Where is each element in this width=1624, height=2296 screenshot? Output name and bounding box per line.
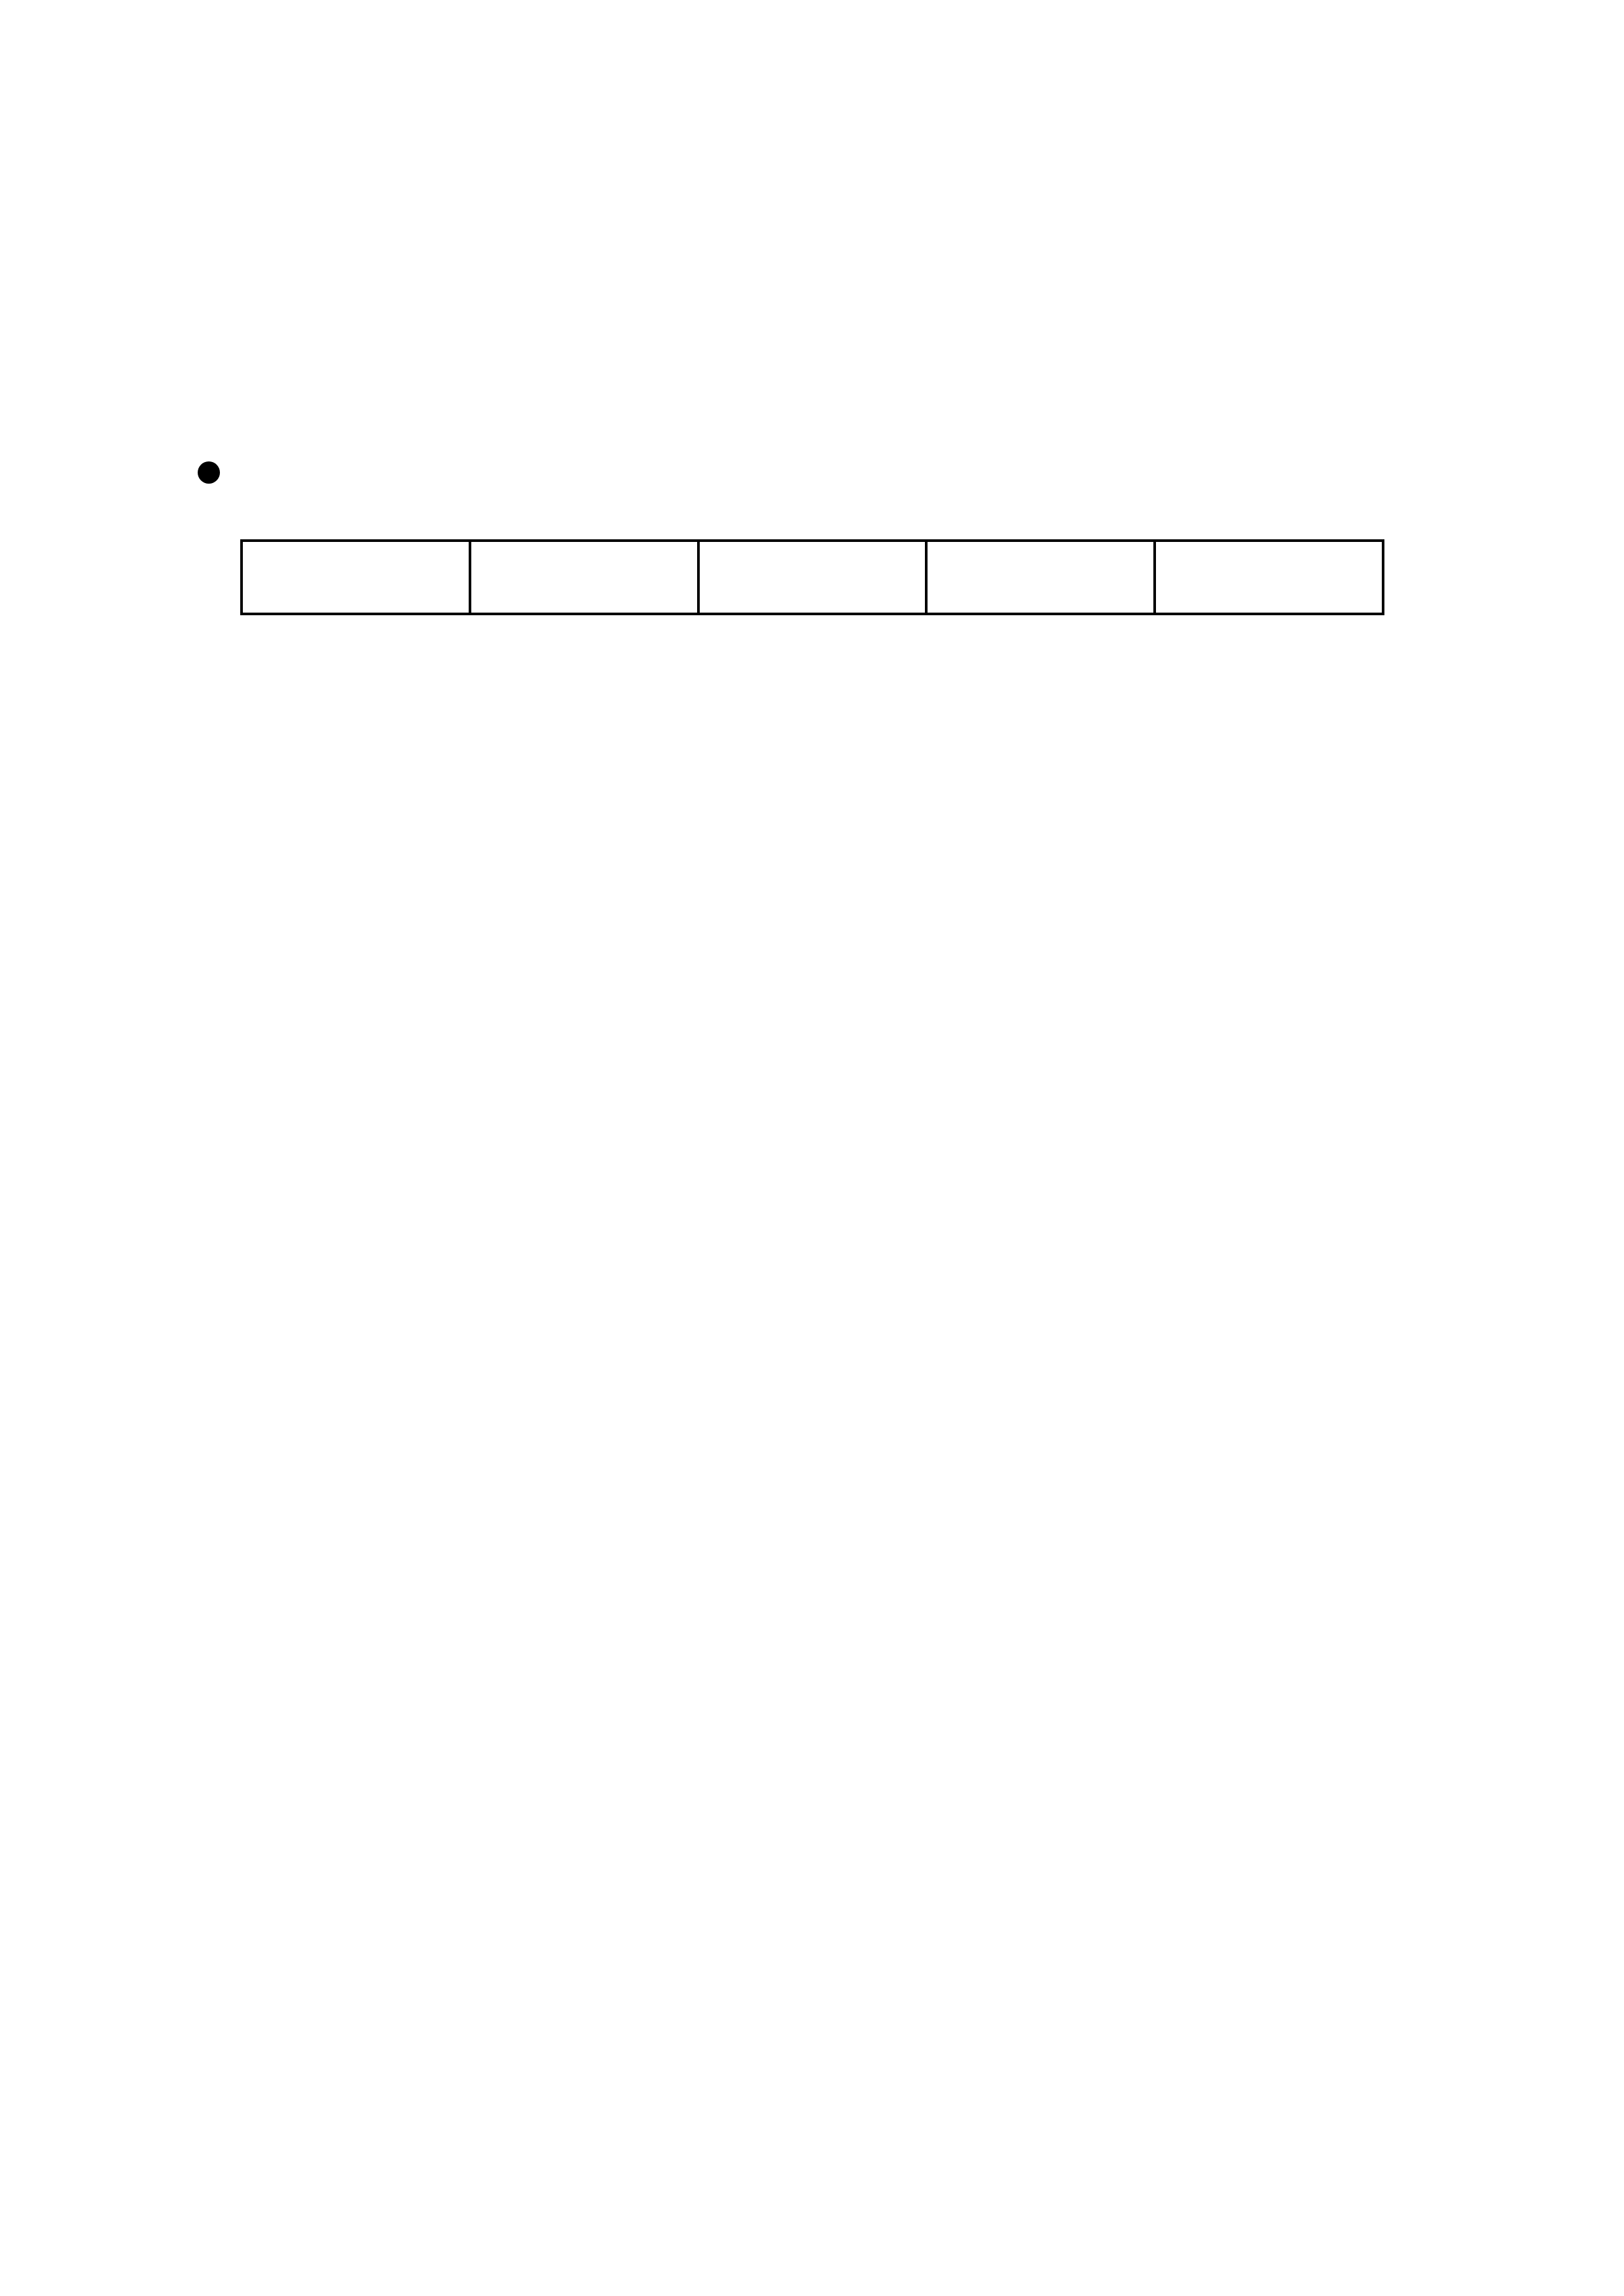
col-header-spec (698, 541, 927, 614)
col-header-index (242, 541, 470, 614)
col-header-quantity (926, 541, 1155, 614)
section-heading (198, 446, 253, 499)
bullet-icon (198, 461, 220, 484)
table-header-row (242, 541, 1383, 614)
accessories-table (240, 539, 1384, 615)
bottom-wave-decoration (0, 1956, 1624, 2296)
top-wave-decoration (0, 0, 1624, 340)
col-header-remark (1155, 541, 1383, 614)
col-header-name (470, 541, 698, 614)
